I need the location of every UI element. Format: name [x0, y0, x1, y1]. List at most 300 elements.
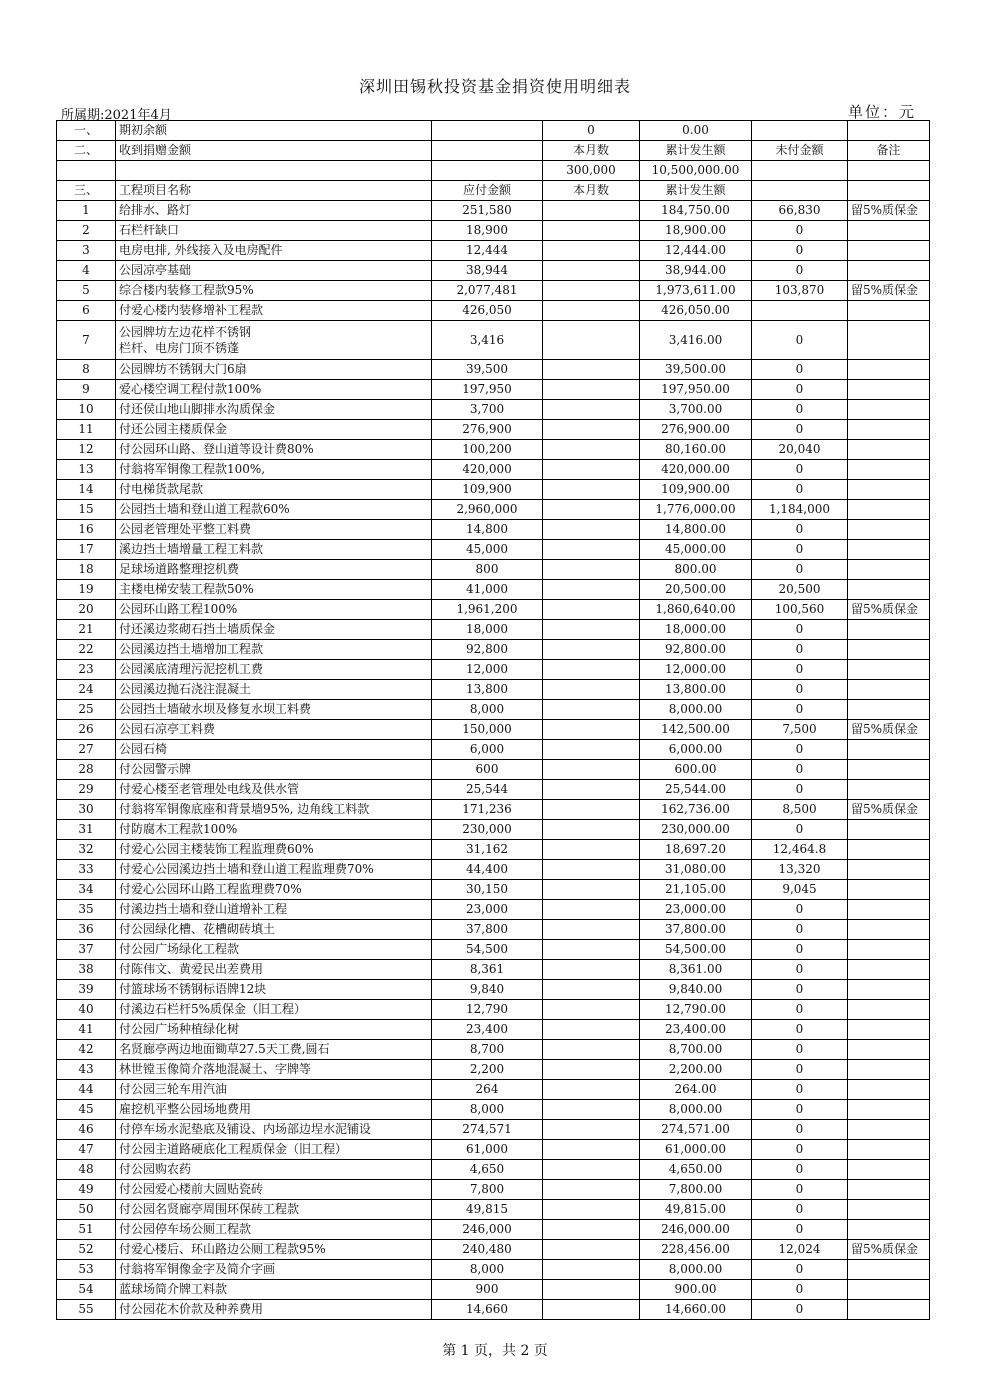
table-row — [57, 840, 930, 860]
table-row — [57, 560, 930, 580]
cumulative-amount: 276,900.00 — [640, 420, 752, 440]
project-name: 付停车场水泥垫底及铺设、内场部边埕水泥铺设 — [116, 1120, 432, 1140]
project-name: 付翁将军铜像工程款100%, — [116, 460, 432, 480]
unpaid-amount: 0 — [752, 1040, 848, 1060]
project-name: 付还溪边浆砌石挡土墙质保金 — [116, 620, 432, 640]
amount-due: 12,444 — [432, 241, 543, 261]
table-row — [57, 440, 930, 460]
note — [848, 900, 930, 920]
note — [848, 700, 930, 720]
table-row — [57, 321, 930, 360]
note — [848, 560, 930, 580]
detail-table — [56, 120, 930, 1320]
row-number: 1 — [57, 201, 116, 221]
amount-due: 2,200 — [432, 1060, 543, 1080]
amount-due: 2,077,481 — [432, 281, 543, 301]
cumulative-amount: 20,500.00 — [640, 580, 752, 600]
project-name: 付防腐木工程款100% — [116, 820, 432, 840]
amount-due: 900 — [432, 1280, 543, 1300]
unpaid-amount: 1,184,000 — [752, 500, 848, 520]
table-row — [57, 1200, 930, 1220]
project-name: 付还公园主楼质保金 — [116, 420, 432, 440]
project-name: 付公园广场绿化工程款 — [116, 940, 432, 960]
month-amount — [543, 720, 640, 740]
table-row — [57, 700, 930, 720]
table-row — [57, 680, 930, 700]
unpaid-amount: 0 — [752, 700, 848, 720]
note — [848, 780, 930, 800]
table-row — [57, 900, 930, 920]
unpaid-amount: 12,024 — [752, 1240, 848, 1260]
project-name: 付爱心公园溪边挡土墙和登山道工程监理费70% — [116, 860, 432, 880]
header-name: 期初余额 — [116, 121, 432, 141]
cumulative-amount: 38,944.00 — [640, 261, 752, 281]
project-name: 付公园广场种植绿化树 — [116, 1020, 432, 1040]
row-number: 35 — [57, 900, 116, 920]
cumulative-amount: 600.00 — [640, 760, 752, 780]
amount-due: 49,815 — [432, 1200, 543, 1220]
table-row — [57, 1080, 930, 1100]
cumulative-amount: 23,000.00 — [640, 900, 752, 920]
unpaid-amount: 0 — [752, 1140, 848, 1160]
cumulative-amount: 21,105.00 — [640, 880, 752, 900]
note — [848, 820, 930, 840]
row-number: 20 — [57, 600, 116, 620]
project-name: 石栏杆缺口 — [116, 221, 432, 241]
unpaid-amount: 0 — [752, 480, 848, 500]
unpaid-amount: 9,045 — [752, 880, 848, 900]
amount-due: 276,900 — [432, 420, 543, 440]
table-row — [57, 301, 930, 321]
header-col3 — [432, 161, 543, 181]
month-amount — [543, 900, 640, 920]
project-name: 公园石椅 — [116, 740, 432, 760]
month-amount — [543, 241, 640, 261]
header-col6 — [752, 121, 848, 141]
table-row — [57, 1160, 930, 1180]
cumulative-amount: 264.00 — [640, 1080, 752, 1100]
cumulative-amount: 2,200.00 — [640, 1060, 752, 1080]
table-row — [57, 1140, 930, 1160]
note: 留5%质保金 — [848, 600, 930, 620]
project-name: 付公园环山路、登山道等设计费80% — [116, 440, 432, 460]
row-number: 9 — [57, 380, 116, 400]
month-amount — [543, 560, 640, 580]
unpaid-amount: 0 — [752, 1260, 848, 1280]
table-row — [57, 480, 930, 500]
unpaid-amount: 0 — [752, 1180, 848, 1200]
amount-due: 12,790 — [432, 1000, 543, 1020]
project-name: 付爱心楼至老管理处电线及供水管 — [116, 780, 432, 800]
month-amount — [543, 840, 640, 860]
table-row — [57, 920, 930, 940]
project-name: 林世镗玉像简介落地混凝土、字牌等 — [116, 1060, 432, 1080]
cumulative-amount: 49,815.00 — [640, 1200, 752, 1220]
table-row — [57, 460, 930, 480]
row-number: 37 — [57, 940, 116, 960]
cumulative-amount: 426,050.00 — [640, 301, 752, 321]
cumulative-amount: 80,160.00 — [640, 440, 752, 460]
note — [848, 880, 930, 900]
amount-due: 8,000 — [432, 1100, 543, 1120]
amount-due: 264 — [432, 1080, 543, 1100]
table-row — [57, 1180, 930, 1200]
amount-due: 92,800 — [432, 640, 543, 660]
note: 留5%质保金 — [848, 281, 930, 301]
row-number: 55 — [57, 1300, 116, 1320]
note — [848, 620, 930, 640]
note — [848, 321, 930, 360]
row-number: 53 — [57, 1260, 116, 1280]
amount-due: 41,000 — [432, 580, 543, 600]
project-name: 公园凉亭基础 — [116, 261, 432, 281]
month-amount — [543, 860, 640, 880]
table-row — [57, 241, 930, 261]
month-amount — [543, 1020, 640, 1040]
month-amount — [543, 800, 640, 820]
header-col4: 0 — [543, 121, 640, 141]
month-amount — [543, 360, 640, 380]
amount-due: 54,500 — [432, 940, 543, 960]
unpaid-amount: 0 — [752, 1000, 848, 1020]
amount-due: 274,571 — [432, 1120, 543, 1140]
table-row — [57, 1220, 930, 1240]
amount-due: 44,400 — [432, 860, 543, 880]
cumulative-amount: 3,416.00 — [640, 321, 752, 360]
row-number: 25 — [57, 700, 116, 720]
note — [848, 1220, 930, 1240]
month-amount — [543, 321, 640, 360]
cumulative-amount: 25,544.00 — [640, 780, 752, 800]
cumulative-amount: 13,800.00 — [640, 680, 752, 700]
header-row — [57, 161, 930, 181]
amount-due: 7,800 — [432, 1180, 543, 1200]
note — [848, 1100, 930, 1120]
cumulative-amount: 8,361.00 — [640, 960, 752, 980]
amount-due: 8,361 — [432, 960, 543, 980]
project-name: 付溪边挡土墙和登山道增补工程 — [116, 900, 432, 920]
amount-due: 197,950 — [432, 380, 543, 400]
amount-due: 23,400 — [432, 1020, 543, 1040]
project-name: 综合楼内装修工程款95% — [116, 281, 432, 301]
header-col4: 本月数 — [543, 181, 640, 201]
project-name: 公园牌坊不锈钢大门6扇 — [116, 360, 432, 380]
project-name: 公园溪底清理污泥挖机工费 — [116, 660, 432, 680]
cumulative-amount: 12,000.00 — [640, 660, 752, 680]
project-name: 蓝球场简介牌工料款 — [116, 1280, 432, 1300]
cumulative-amount: 4,650.00 — [640, 1160, 752, 1180]
row-number: 38 — [57, 960, 116, 980]
row-number: 28 — [57, 760, 116, 780]
cumulative-amount: 109,900.00 — [640, 480, 752, 500]
row-number: 24 — [57, 680, 116, 700]
row-number: 17 — [57, 540, 116, 560]
document-title: 深圳田锡秋投资基金捐资使用明细表 — [358, 77, 631, 96]
unpaid-amount: 7,500 — [752, 720, 848, 740]
table-row — [57, 1040, 930, 1060]
table-row — [57, 360, 930, 380]
project-name: 付公园花木价款及种养费用 — [116, 1300, 432, 1320]
table-row — [57, 281, 930, 301]
row-number: 32 — [57, 840, 116, 860]
project-name: 付爱心楼内装修增补工程款 — [116, 301, 432, 321]
project-name: 付公园主道路硬底化工程质保金（旧工程） — [116, 1140, 432, 1160]
row-number: 36 — [57, 920, 116, 940]
table-row — [57, 1280, 930, 1300]
unpaid-amount: 0 — [752, 960, 848, 980]
month-amount — [543, 940, 640, 960]
project-name: 付电梯货款尾款 — [116, 480, 432, 500]
header-col3: 应付金额 — [432, 181, 543, 201]
month-amount — [543, 1260, 640, 1280]
table-row — [57, 1120, 930, 1140]
amount-due: 240,480 — [432, 1240, 543, 1260]
project-name: 公园溪边挡土墙增加工程款 — [116, 640, 432, 660]
table-row — [57, 261, 930, 281]
amount-due: 800 — [432, 560, 543, 580]
cumulative-amount: 8,000.00 — [640, 1260, 752, 1280]
note — [848, 500, 930, 520]
note — [848, 540, 930, 560]
row-number: 43 — [57, 1060, 116, 1080]
month-amount — [543, 980, 640, 1000]
row-number: 40 — [57, 1000, 116, 1020]
unpaid-amount: 0 — [752, 420, 848, 440]
header-row — [57, 121, 930, 141]
table-row — [57, 1060, 930, 1080]
cumulative-amount: 1,776,000.00 — [640, 500, 752, 520]
cumulative-amount: 61,000.00 — [640, 1140, 752, 1160]
month-amount — [543, 700, 640, 720]
note — [848, 261, 930, 281]
header-no: 二、 — [57, 141, 116, 161]
cumulative-amount: 197,950.00 — [640, 380, 752, 400]
unpaid-amount: 0 — [752, 321, 848, 360]
note — [848, 940, 930, 960]
row-number: 27 — [57, 740, 116, 760]
unpaid-amount: 0 — [752, 261, 848, 281]
project-name: 付篮球场不锈钢标语牌12块 — [116, 980, 432, 1000]
month-amount — [543, 1200, 640, 1220]
row-number: 29 — [57, 780, 116, 800]
unpaid-amount: 20,500 — [752, 580, 848, 600]
note — [848, 1080, 930, 1100]
unpaid-amount: 0 — [752, 680, 848, 700]
unpaid-amount: 20,040 — [752, 440, 848, 460]
cumulative-amount: 162,736.00 — [640, 800, 752, 820]
unpaid-amount: 0 — [752, 1060, 848, 1080]
month-amount — [543, 440, 640, 460]
row-number: 8 — [57, 360, 116, 380]
project-name: 付公园名贤廊亭周围环保砖工程款 — [116, 1200, 432, 1220]
amount-due: 12,000 — [432, 660, 543, 680]
row-number: 21 — [57, 620, 116, 640]
project-name: 爱心楼空调工程付款100% — [116, 380, 432, 400]
amount-due: 37,800 — [432, 920, 543, 940]
cumulative-amount: 37,800.00 — [640, 920, 752, 940]
header-row — [57, 141, 930, 161]
row-number: 16 — [57, 520, 116, 540]
project-name: 公园环山路工程100% — [116, 600, 432, 620]
note — [848, 420, 930, 440]
row-number: 42 — [57, 1040, 116, 1060]
cumulative-amount: 8,000.00 — [640, 1100, 752, 1120]
row-number: 3 — [57, 241, 116, 261]
project-name: 付还侯山地山脚排水沟质保金 — [116, 400, 432, 420]
unpaid-amount: 0 — [752, 1300, 848, 1320]
table-row — [57, 1000, 930, 1020]
row-number: 2 — [57, 221, 116, 241]
unpaid-amount: 0 — [752, 460, 848, 480]
amount-due: 150,000 — [432, 720, 543, 740]
header-col7 — [848, 161, 930, 181]
table-row — [57, 1100, 930, 1120]
cumulative-amount: 1,860,640.00 — [640, 600, 752, 620]
project-name: 公园老管理处平整工料费 — [116, 520, 432, 540]
project-name: 付爱心公园主楼装饰工程监理费60% — [116, 840, 432, 860]
month-amount — [543, 1120, 640, 1140]
table-row — [57, 580, 930, 600]
row-number: 54 — [57, 1280, 116, 1300]
table-row — [57, 720, 930, 740]
note — [848, 460, 930, 480]
amount-due: 18,000 — [432, 620, 543, 640]
note: 留5%质保金 — [848, 720, 930, 740]
unpaid-amount: 0 — [752, 540, 848, 560]
amount-due: 13,800 — [432, 680, 543, 700]
month-amount — [543, 1080, 640, 1100]
note — [848, 400, 930, 420]
month-amount — [543, 680, 640, 700]
project-name-line: 栏杆、电房门顶不锈蓬 — [119, 341, 240, 355]
note — [848, 480, 930, 500]
table-row — [57, 1240, 930, 1260]
table-row — [57, 420, 930, 440]
project-name: 足球场道路整理挖机费 — [116, 560, 432, 580]
header-col6: 未付金额 — [752, 141, 848, 161]
row-number: 4 — [57, 261, 116, 281]
row-number: 44 — [57, 1080, 116, 1100]
note — [848, 221, 930, 241]
cumulative-amount: 92,800.00 — [640, 640, 752, 660]
note — [848, 760, 930, 780]
note: 留5%质保金 — [848, 201, 930, 221]
month-amount — [543, 1040, 640, 1060]
unpaid-amount: 0 — [752, 221, 848, 241]
unit-label: 单位：元 — [848, 103, 917, 121]
unpaid-amount: 0 — [752, 1080, 848, 1100]
month-amount — [543, 580, 640, 600]
note — [848, 840, 930, 860]
month-amount — [543, 640, 640, 660]
table-row — [57, 540, 930, 560]
note: 留5%质保金 — [848, 1240, 930, 1260]
table-row — [57, 600, 930, 620]
cumulative-amount: 18,900.00 — [640, 221, 752, 241]
note — [848, 440, 930, 460]
month-amount — [543, 600, 640, 620]
header-row — [57, 181, 930, 201]
table-row — [57, 221, 930, 241]
unpaid-amount: 0 — [752, 1280, 848, 1300]
note — [848, 740, 930, 760]
month-amount — [543, 780, 640, 800]
row-number: 41 — [57, 1020, 116, 1040]
note — [848, 241, 930, 261]
project-name: 溪边挡土墙增量工程工料款 — [116, 540, 432, 560]
unpaid-amount: 0 — [752, 560, 848, 580]
note — [848, 360, 930, 380]
project-name: 雇挖机平整公园场地费用 — [116, 1100, 432, 1120]
amount-due: 14,800 — [432, 520, 543, 540]
unpaid-amount: 0 — [752, 1200, 848, 1220]
amount-due: 18,900 — [432, 221, 543, 241]
cumulative-amount: 1,973,611.00 — [640, 281, 752, 301]
row-number: 10 — [57, 400, 116, 420]
cumulative-amount: 6,000.00 — [640, 740, 752, 760]
cumulative-amount: 900.00 — [640, 1280, 752, 1300]
amount-due: 230,000 — [432, 820, 543, 840]
unpaid-amount: 0 — [752, 1100, 848, 1120]
unpaid-amount: 0 — [752, 620, 848, 640]
row-number: 49 — [57, 1180, 116, 1200]
note: 留5%质保金 — [848, 800, 930, 820]
amount-due: 100,200 — [432, 440, 543, 460]
table-row — [57, 1300, 930, 1320]
cumulative-amount: 23,400.00 — [640, 1020, 752, 1040]
cumulative-amount: 39,500.00 — [640, 360, 752, 380]
table-row — [57, 520, 930, 540]
amount-due: 9,840 — [432, 980, 543, 1000]
row-number: 30 — [57, 800, 116, 820]
row-number: 46 — [57, 1120, 116, 1140]
amount-due: 14,660 — [432, 1300, 543, 1320]
table-row — [57, 1020, 930, 1040]
unpaid-amount: 0 — [752, 980, 848, 1000]
project-name: 付公园购农药 — [116, 1160, 432, 1180]
row-number: 14 — [57, 480, 116, 500]
table-row — [57, 860, 930, 880]
table-row — [57, 940, 930, 960]
month-amount — [543, 920, 640, 940]
unpaid-amount: 0 — [752, 380, 848, 400]
note — [848, 380, 930, 400]
amount-due: 23,000 — [432, 900, 543, 920]
project-name-line: 公园牌坊左边花样不锈钢 — [119, 325, 252, 339]
unpaid-amount: 0 — [752, 920, 848, 940]
note — [848, 1180, 930, 1200]
note — [848, 1280, 930, 1300]
row-number: 52 — [57, 1240, 116, 1260]
month-amount — [543, 740, 640, 760]
cumulative-amount: 8,700.00 — [640, 1040, 752, 1060]
table-row — [57, 620, 930, 640]
page-footer: 第 1 页，共 2 页 — [442, 1343, 548, 1359]
amount-due: 6,000 — [432, 740, 543, 760]
table-row — [57, 640, 930, 660]
month-amount — [543, 480, 640, 500]
unpaid-amount: 0 — [752, 740, 848, 760]
cumulative-amount: 9,840.00 — [640, 980, 752, 1000]
table-row — [57, 820, 930, 840]
month-amount — [543, 301, 640, 321]
unpaid-amount: 0 — [752, 1020, 848, 1040]
header-name: 收到捐赠金额 — [116, 141, 432, 161]
month-amount — [543, 221, 640, 241]
amount-due: 8,000 — [432, 1260, 543, 1280]
project-name: 付溪边石栏杆5%质保金（旧工程） — [116, 1000, 432, 1020]
header-col5: 累计发生额 — [640, 141, 752, 161]
